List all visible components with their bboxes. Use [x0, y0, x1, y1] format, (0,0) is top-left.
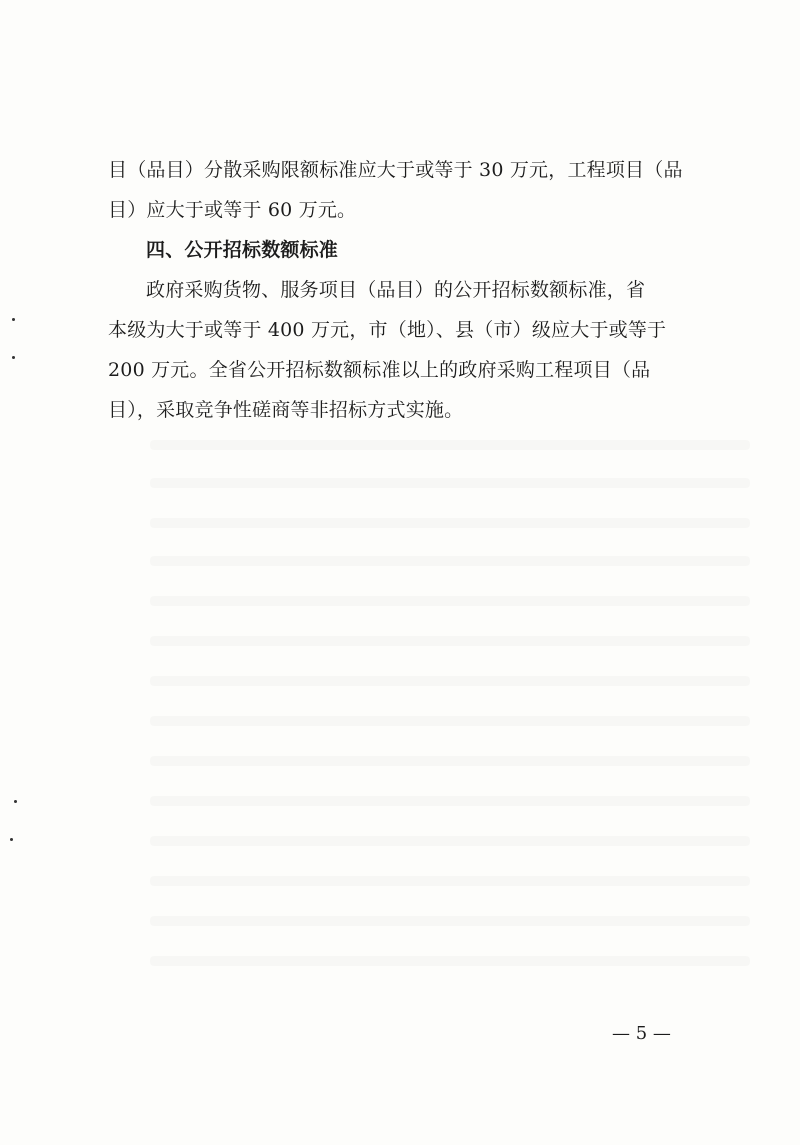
section-heading: 四、公开招标数额标准 — [146, 239, 339, 261]
bleed-through-texture — [150, 636, 750, 646]
bleed-through-texture — [150, 596, 750, 606]
paragraph-line: 目）应大于或等于 60 万元。 — [108, 199, 357, 221]
bleed-through-texture — [150, 796, 750, 806]
scan-speck — [14, 800, 17, 803]
bleed-through-texture — [150, 956, 750, 966]
scan-speck — [10, 838, 13, 841]
paragraph-line: 政府采购货物、服务项目（品目）的公开招标数额标准，省 — [146, 279, 646, 301]
bleed-through-texture — [150, 676, 750, 686]
bleed-through-texture — [150, 876, 750, 886]
paragraph-line: 目），采取竞争性磋商等非招标方式实施。 — [108, 399, 464, 421]
scan-speck — [12, 356, 15, 359]
paragraph-line: 本级为大于或等于 400 万元，市（地）、县（市）级应大于或等于 — [108, 319, 667, 341]
bleed-through-texture — [150, 440, 750, 450]
bleed-through-texture — [150, 518, 750, 528]
paragraph-line: 200 万元。全省公开招标数额标准以上的政府采购工程项目（品 — [108, 359, 651, 381]
bleed-through-texture — [150, 556, 750, 566]
page-number: — 5 — — [612, 1023, 671, 1044]
bleed-through-texture — [150, 916, 750, 926]
bleed-through-texture — [150, 478, 750, 488]
bleed-through-texture — [150, 716, 750, 726]
paragraph-line: 目（品目）分散采购限额标准应大于或等于 30 万元，工程项目（品 — [108, 159, 683, 181]
bleed-through-texture — [150, 836, 750, 846]
scan-speck — [12, 318, 15, 321]
bleed-through-texture — [150, 756, 750, 766]
